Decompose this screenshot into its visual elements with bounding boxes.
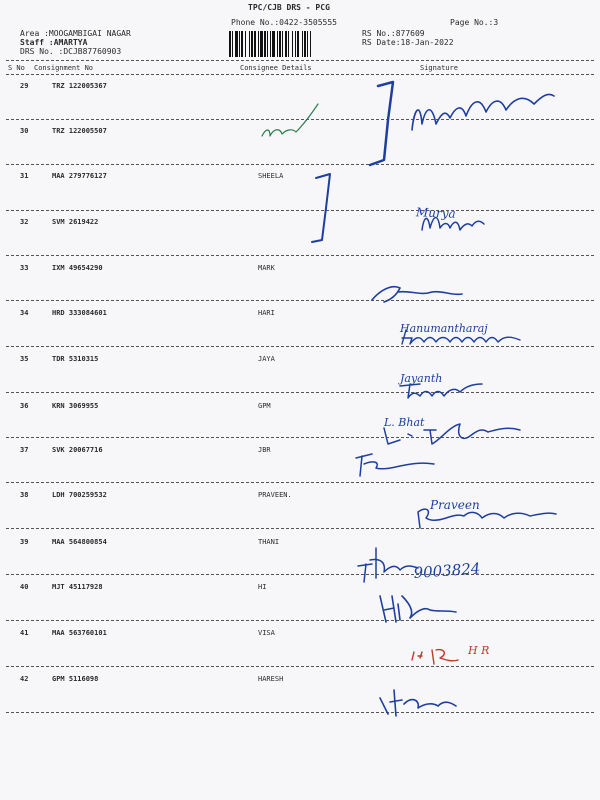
- row-separator: [6, 392, 594, 393]
- row-separator: [6, 712, 594, 713]
- barcode-bar: [282, 31, 283, 57]
- barcode-bar: [288, 31, 289, 57]
- barcode-bar: [279, 31, 281, 57]
- consignee-name: JBR: [258, 446, 271, 454]
- signature-text: L. Bhat: [384, 416, 425, 429]
- serial-number: 33: [20, 264, 29, 272]
- row-separator: [6, 210, 594, 211]
- consignee-name: JAYA: [258, 355, 275, 363]
- row-separator: [6, 528, 594, 529]
- consignee-name: HARI: [258, 309, 275, 317]
- signature-text: H R: [468, 644, 490, 657]
- rs-number: RS No.:877609: [362, 29, 425, 38]
- header-separator: [6, 60, 594, 61]
- consignment-number: GPM 5116098: [52, 675, 99, 683]
- document-title: TPC/CJB DRS - PCG: [248, 3, 330, 12]
- barcode-bar: [310, 31, 311, 57]
- row-separator: [6, 300, 594, 301]
- barcode-bar: [295, 31, 296, 57]
- row-separator: [6, 255, 594, 256]
- consignment-number: TDR 5310315: [52, 355, 99, 363]
- consignee-name: GPM: [258, 402, 271, 410]
- row-separator: [6, 437, 594, 438]
- barcode-bar: [241, 31, 243, 57]
- serial-number: 29: [20, 82, 29, 90]
- serial-number: 30: [20, 127, 29, 135]
- row-separator: [6, 482, 594, 483]
- consignee-name: MARK: [258, 264, 275, 272]
- barcode-bar: [272, 31, 275, 57]
- table-row: [0, 538, 600, 582]
- consignment-number: TRZ 122005507: [52, 127, 107, 135]
- serial-number: 31: [20, 172, 29, 180]
- serial-number: 35: [20, 355, 29, 363]
- barcode-bar: [304, 31, 306, 57]
- phone-number: Phone No.:0422-3505555: [231, 18, 337, 27]
- consignment-number: SVM 2619422: [52, 218, 99, 226]
- row-separator: [6, 574, 594, 575]
- barcode-bar: [302, 31, 303, 57]
- barcode-bar: [270, 31, 271, 57]
- barcode-bar: [232, 31, 233, 57]
- barcode-bar: [258, 31, 259, 57]
- barcode-bar: [267, 31, 268, 57]
- consignment-number: MAA 564800854: [52, 538, 107, 546]
- serial-number: 32: [20, 218, 29, 226]
- signature-text: Murya: [415, 205, 456, 221]
- row-separator: [6, 666, 594, 667]
- consignee-name: HARESH: [258, 675, 284, 683]
- barcode-image: [228, 31, 348, 57]
- rs-date: RS Date:18-Jan-2022: [362, 38, 454, 47]
- barcode-bar: [260, 31, 263, 57]
- consignee-name: HI: [258, 583, 267, 591]
- consignment-number: MAA 279776127: [52, 172, 107, 180]
- column-header-signature: Signature: [420, 64, 458, 72]
- serial-number: 38: [20, 491, 29, 499]
- column-header-consignee: Consignee Details: [240, 64, 312, 72]
- consignment-number: SVK 20067716: [52, 446, 103, 454]
- consignment-number: IXM 49654290: [52, 264, 103, 272]
- barcode-bar: [245, 31, 246, 57]
- barcode-bar: [254, 31, 256, 57]
- barcode-bar: [229, 31, 231, 57]
- signature-phone-note: 9003824: [413, 559, 481, 582]
- barcode-bar: [292, 31, 293, 57]
- serial-number: 36: [20, 402, 29, 410]
- barcode-bar: [307, 31, 308, 57]
- table-row: [0, 264, 600, 308]
- column-header-consignment: Consignment No: [34, 64, 94, 72]
- table-row: [0, 402, 600, 446]
- consignee-name: SHEELA: [258, 172, 284, 180]
- barcode-bar: [249, 31, 250, 57]
- drs-number: DRS No. :DCJB87760903: [20, 47, 122, 56]
- consignment-number: MAA 563760101: [52, 629, 107, 637]
- column-header-separator: [6, 74, 594, 75]
- consignee-name: PRAVEEN.: [258, 491, 292, 499]
- signature-text: Jayanth: [400, 372, 443, 385]
- consignee-name: THANI: [258, 538, 280, 546]
- column-header-sno: S No: [8, 64, 25, 72]
- barcode-bar: [297, 31, 299, 57]
- page-number: Page No.:3: [450, 18, 499, 27]
- consignment-number: LDH 700259532: [52, 491, 107, 499]
- consignee-name: VISA: [258, 629, 275, 637]
- row-separator: [6, 119, 594, 120]
- barcode-bar: [277, 31, 278, 57]
- table-row: [0, 446, 600, 490]
- signature-text: Hanumantharaj: [400, 322, 488, 335]
- row-separator: [6, 164, 594, 165]
- barcode-bar: [239, 31, 240, 57]
- row-separator: [6, 620, 594, 621]
- area-label: Area :MOOGAMBIGAI NAGAR: [20, 29, 131, 38]
- barcode-bar: [264, 31, 266, 57]
- serial-number: 40: [20, 583, 29, 591]
- consignment-number: KRN 3069955: [52, 402, 99, 410]
- serial-number: 34: [20, 309, 29, 317]
- row-separator: [6, 346, 594, 347]
- consignment-number: MJT 45117928: [52, 583, 103, 591]
- serial-number: 37: [20, 446, 29, 454]
- serial-number: 39: [20, 538, 29, 546]
- barcode-bar: [251, 31, 253, 57]
- barcode-bar: [235, 31, 238, 57]
- signature-text: Praveen: [430, 498, 480, 512]
- consignment-number: TRZ 122005367: [52, 82, 107, 90]
- staff-label: Staff :AMARTYA: [20, 38, 88, 47]
- consignment-number: HRD 333084601: [52, 309, 107, 317]
- serial-number: 41: [20, 629, 29, 637]
- serial-number: 42: [20, 675, 29, 683]
- barcode-bar: [285, 31, 287, 57]
